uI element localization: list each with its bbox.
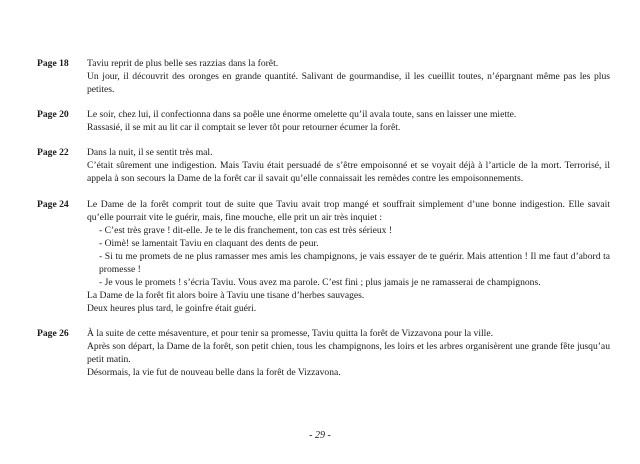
document-body bbox=[37, 57, 610, 391]
page-label: Page 26 bbox=[37, 328, 69, 339]
dialogue-line: - Si tu me promets de ne plus ramasser mes amis les champignons, je vais essayer de te guérir. Mais attention ! Il me faut d’abord ta promesse ! bbox=[99, 251, 610, 275]
paragraph: Taviu reprit de plus belle ses razzias dans la forêt. bbox=[87, 58, 279, 69]
paragraph: Après son départ, la Dame de la forêt, son petit chien, tous les champignons, les loirs et les arbres organisèrent une grande fête jusqu’au petit matin. bbox=[87, 341, 610, 365]
page-label: Page 22 bbox=[37, 147, 69, 158]
section-page-18 bbox=[37, 57, 610, 96]
paragraph: Un jour, il découvrit des oronges en grande quantité. Salivant de gourmandise, il les cueillit toutes, n’épargnant même pas les plus petites. bbox=[87, 71, 610, 95]
page-number: - 29 - bbox=[309, 430, 331, 441]
paragraph: Le soir, chez lui, il confectionna dans sa poêle une énorme omelette qu’il avala toute, sans en laisser une miette. bbox=[87, 109, 517, 120]
section-text bbox=[87, 108, 610, 134]
paragraph: Dans la nuit, il se sentit très mal. bbox=[87, 147, 213, 158]
section-page-20 bbox=[37, 108, 610, 134]
section-text bbox=[87, 57, 610, 96]
section-text bbox=[87, 327, 610, 379]
paragraph: C’était sûrement une indigestion. Mais Taviu était persuadé de s’être empoisonné et se voyait déjà à l’article de la mort. Terrorisé, il appela à son secours la Dame de la forêt car il savait qu’elle connaissait les remèdes contre les empoisonnements. bbox=[87, 160, 610, 184]
paragraph: Deux heures plus tard, le goinfre était guéri. bbox=[87, 303, 257, 314]
paragraph: Le Dame de la forêt comprit tout de suite que Taviu avait trop mangé et souffrait simplement d’une bonne indigestion. Elle savait qu’elle pourrait vite le guérir, mais, fine mouche, elle prit un air très inquiet : bbox=[87, 199, 610, 223]
page-label: Page 18 bbox=[37, 58, 69, 69]
paragraph: Rassasié, il se mit au lit car il comptait se lever tôt pour retourner écumer la forêt. bbox=[87, 122, 401, 133]
section-page-22 bbox=[37, 146, 610, 185]
section-page-26 bbox=[37, 327, 610, 379]
dialogue-line: - C’est très grave ! dit-elle. Je te le dis franchement, ton cas est très sérieux ! bbox=[99, 225, 393, 236]
paragraph: La Dame de la forêt fit alors boire à Taviu une tisane d’herbes sauvages. bbox=[87, 290, 365, 301]
section-text bbox=[87, 198, 610, 315]
paragraph: Désormais, la vie fut de nouveau belle dans la forêt de Vizzavona. bbox=[87, 367, 341, 378]
dialogue-line: - Je vous le promets ! s’écria Taviu. Vous avez ma parole. C’est fini ; plus jamais je ne ramasserai de champignons. bbox=[99, 277, 541, 288]
section-page-24 bbox=[37, 198, 610, 315]
section-text bbox=[87, 146, 610, 185]
page-label: Page 24 bbox=[37, 199, 69, 210]
paragraph: À la suite de cette mésaventure, et pour tenir sa promesse, Taviu quitta la forêt de Vizzavona pour la ville. bbox=[87, 328, 493, 339]
dialogue-line: - Oimè! se lamentait Taviu en claquant des dents de peur. bbox=[99, 238, 319, 249]
page-label: Page 20 bbox=[37, 109, 69, 120]
